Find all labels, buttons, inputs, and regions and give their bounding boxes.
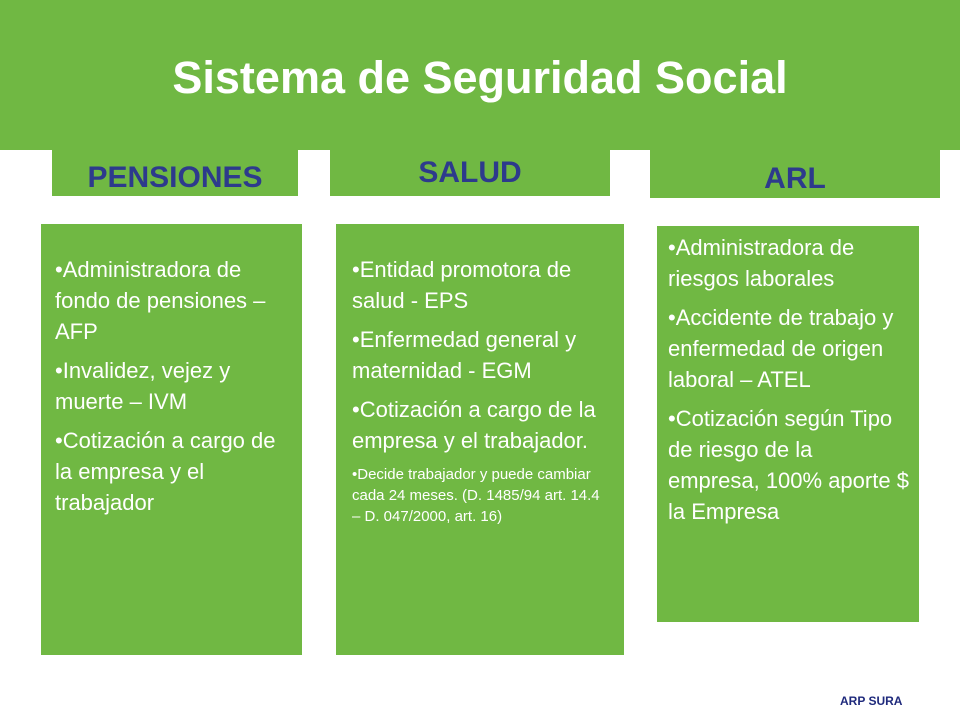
tab-arl: ARL	[650, 150, 940, 198]
list-item: •Administradora de fondo de pensiones – AFP	[55, 257, 266, 344]
list-item: •Cotización a cargo de la empresa y el trabajador.	[352, 397, 596, 453]
tab-pensiones: PENSIONES	[52, 150, 298, 196]
pensiones-box	[41, 224, 302, 655]
footer-brand: ARP SURA	[840, 694, 903, 708]
list-item: •Cotización a cargo de la empresa y el trabajador	[55, 428, 276, 515]
list-item: •Cotización según Tipo de riesgo de la empresa, 100% aporte $ la Empresa	[668, 406, 909, 524]
list-item: •Entidad promotora de salud - EPS	[352, 257, 572, 313]
note-item: •Decide trabajador y puede cambiar cada 24 meses. (D. 1485/94 art. 14.4 – D. 047/2000, art. 16)	[352, 466, 600, 525]
list-item: •Administradora de riesgos laborales	[668, 235, 855, 291]
salud-box	[336, 224, 624, 655]
list-item: •Accidente de trabajo y enfermedad de origen laboral – ATEL	[668, 305, 894, 392]
tab-salud: SALUD	[330, 150, 610, 196]
list-item: •Invalidez, vejez y muerte – IVM	[55, 358, 231, 414]
slide-title: Sistema de Seguridad Social	[172, 52, 788, 103]
arl-box	[657, 226, 919, 622]
list-item: •Enfermedad general y maternidad - EGM	[352, 327, 577, 383]
